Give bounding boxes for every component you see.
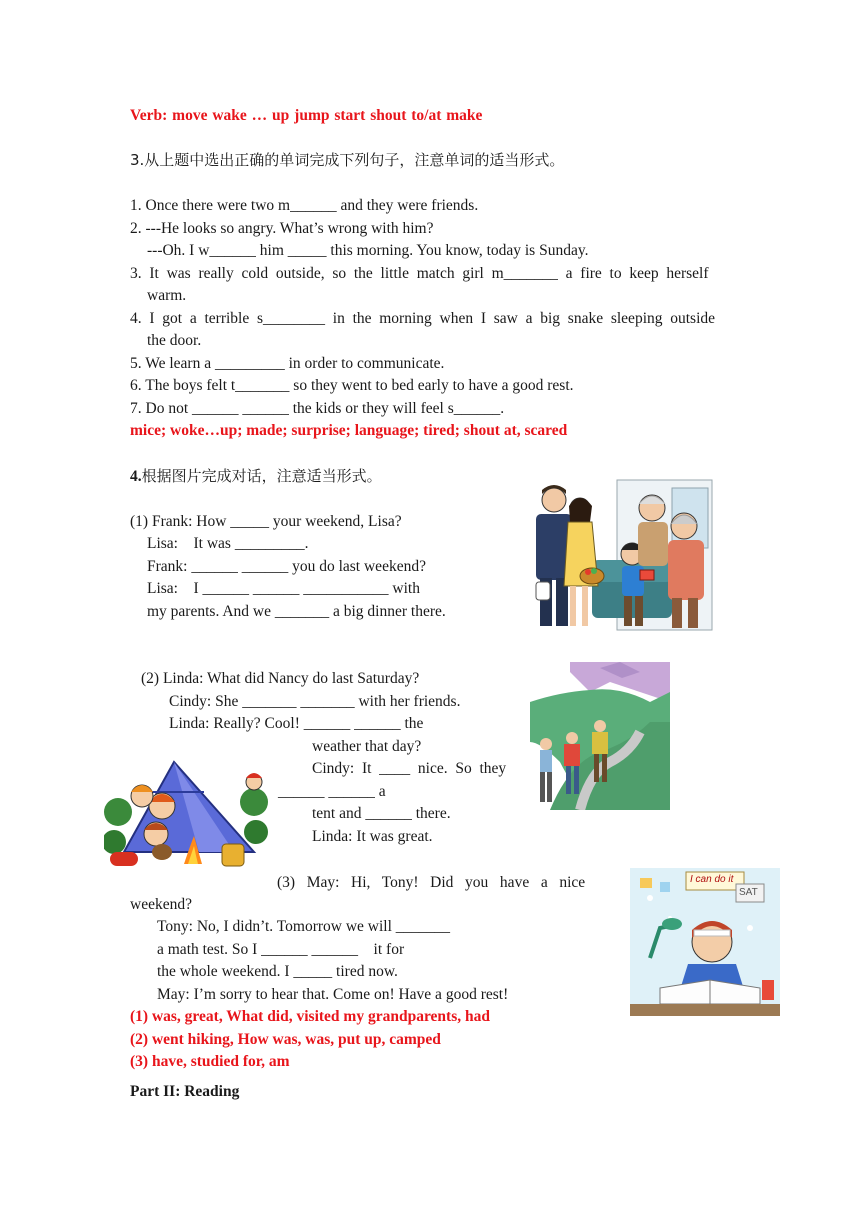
poster-text: I can do it — [690, 874, 734, 885]
hiking-illustration — [530, 662, 670, 810]
s3-line-6: 4. I got a terrible s________ in the morning when I saw a big snake sleeping outside — [130, 310, 716, 327]
s3-line-5: warm. — [147, 287, 187, 304]
d1-line-4: Lisa: I ______ ______ ___________ with — [147, 580, 420, 597]
s3-line-10: 7. Do not ______ ______ the kids or they will feel s______. — [130, 400, 505, 417]
d2-line-1: (2) Linda: What did Nancy do last Saturday? — [141, 670, 420, 687]
family-visit-illustration — [522, 478, 714, 634]
d-answer-2: (2) went hiking, How was, was, put up, camped — [130, 1031, 441, 1048]
d1-line-1: (1) Frank: How _____ your weekend, Lisa? — [130, 513, 402, 530]
s3-line-4: 3. It was really cold outside, so the little match girl m_______ a fire to keep herself — [130, 265, 709, 282]
d2-line-8: Linda: It was great. — [312, 828, 433, 845]
d1-line-2: Lisa: It was _________. — [147, 535, 309, 552]
s3-line-8: 5. We learn a _________ in order to communicate. — [130, 355, 445, 372]
s3-line-2: 2. ---He looks so angry. What’s wrong with him? — [130, 220, 434, 237]
d2-line-6: ______ ______ a — [278, 783, 386, 800]
d1-line-3: Frank: ______ ______ you do last weekend? — [147, 558, 426, 575]
d2-line-2: Cindy: She _______ _______ with her friends. — [169, 693, 461, 710]
d3-line-5: the whole weekend. I _____ tired now. — [157, 963, 398, 980]
d3-line-6: May: I’m sorry to hear that. Come on! Have a good rest! — [157, 986, 509, 1003]
section4-text: 根据图片完成对话，注意适当形式。 — [141, 467, 382, 485]
d-answer-3: (3) have, studied for, am — [130, 1053, 290, 1070]
s3-line-3: ---Oh. I w______ him _____ this morning. You know, today is Sunday. — [147, 242, 589, 259]
d2-line-5: Cindy: It ____ nice. So they — [312, 760, 507, 777]
s3-line-9: 6. The boys felt t_______ so they went to bed early to have a good rest. — [130, 377, 574, 394]
part2-heading: Part II: Reading — [130, 1083, 240, 1100]
s3-line-1: 1. Once there were two m______ and they were friends. — [130, 197, 479, 214]
section4-num: 4. — [130, 468, 142, 485]
d2-line-4: weather that day? — [312, 738, 422, 755]
d1-line-5: my parents. And we _______ a big dinner there. — [147, 603, 446, 620]
camping-illustration — [104, 752, 268, 872]
s3-answer: mice; woke…up; made; surprise; language; tired; shout at, scared — [130, 422, 568, 439]
d2-line-7: tent and ______ there. — [312, 805, 451, 822]
s3-line-7: the door. — [147, 332, 202, 349]
section4-heading — [130, 466, 382, 487]
d2-line-3: Linda: Really? Cool! ______ ______ the — [169, 715, 424, 732]
d3-line-4: a math test. So I ______ ______ it for — [157, 941, 405, 958]
sat-sign: SAT — [739, 887, 758, 898]
section3-heading: 3.从上题中选出正确的单词完成下列句子，注意单词的适当形式。 — [130, 151, 565, 169]
verb-list: Verb: move wake … up jump start shout to/at make — [130, 107, 483, 124]
d3-line-1: (3) May: Hi, Tony! Did you have a nice — [277, 874, 586, 891]
d-answer-1: (1) was, great, What did, visited my grandparents, had — [130, 1008, 490, 1025]
studying-illustration — [630, 868, 780, 1016]
d3-line-2: weekend? — [130, 896, 192, 913]
d3-line-3: Tony: No, I didn’t. Tomorrow we will _______ — [157, 918, 451, 935]
